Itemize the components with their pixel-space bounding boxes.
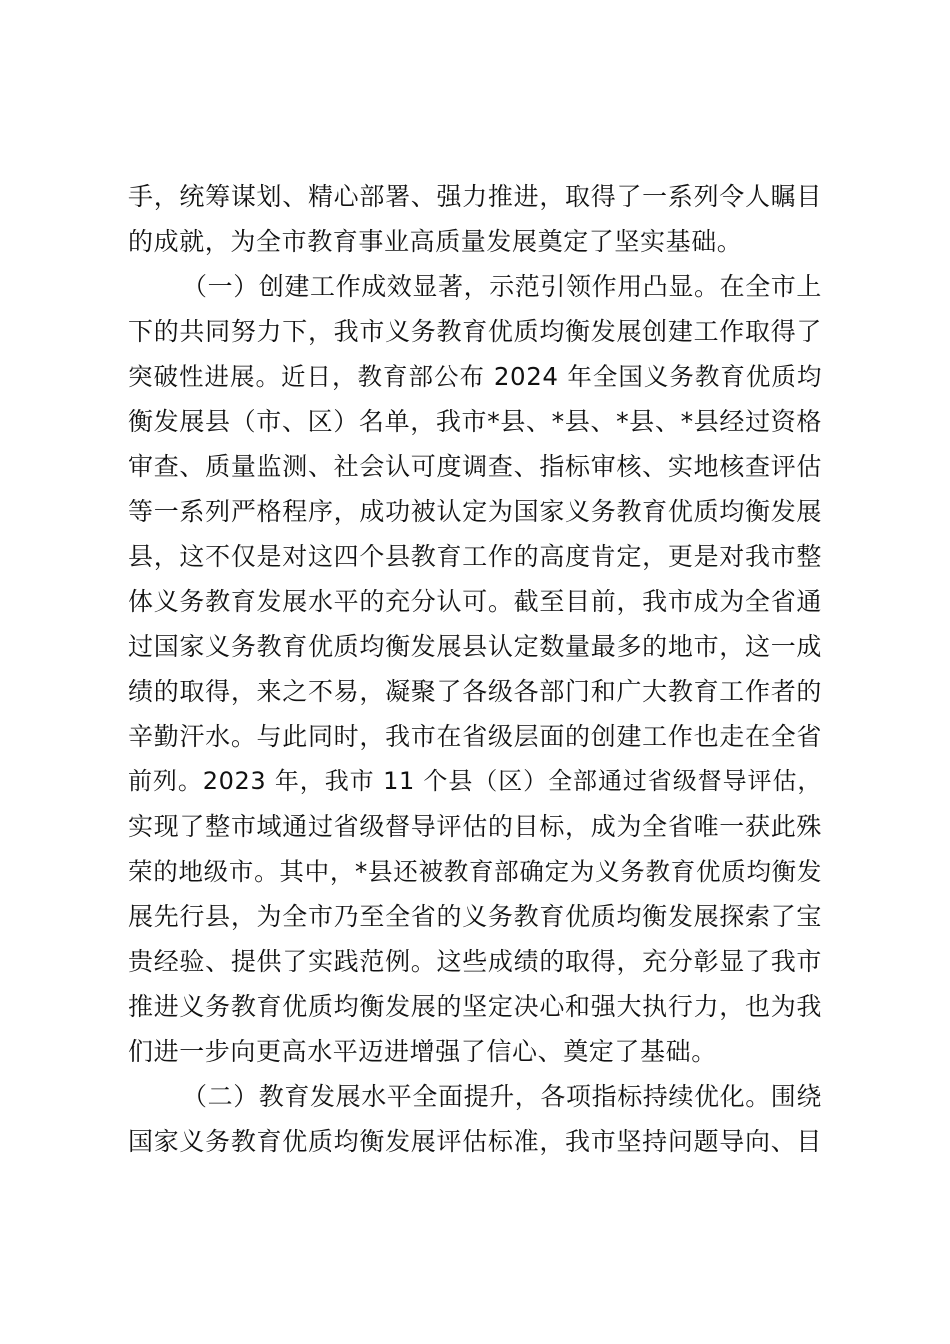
text-line: 衡发展县（市、区）名单，我市*县、*县、*县、*县经过资格 <box>128 407 822 436</box>
text-line: 贵经验、提供了实践范例。这些成绩的取得，充分彰显了我市 <box>128 947 822 976</box>
text-line: 审查、质量监测、社会认可度调查、指标审核、实地核查评估 <box>128 452 822 481</box>
paragraph-3 <box>128 1074 822 1164</box>
text-line: 下的共同努力下，我市义务教育优质均衡发展创建工作取得了 <box>128 317 822 346</box>
text-line: 绩的取得，来之不易，凝聚了各级各部门和广大教育工作者的 <box>128 677 822 706</box>
document-page <box>128 174 822 1164</box>
text-line: 突破性进展。近日，教育部公布 2024 年全国义务教育优质均 <box>128 362 822 391</box>
text-line: （一）创建工作成效显著，示范引领作用凸显。在全市上 <box>182 272 823 301</box>
text-line: 们进一步向更高水平迈进增强了信心、奠定了基础。 <box>128 1037 717 1066</box>
text-line: 荣的地级市。其中，*县还被教育部确定为义务教育优质均衡发 <box>128 857 822 886</box>
text-line: 县，这不仅是对这四个县教育工作的高度肯定，更是对我市整 <box>128 542 822 571</box>
paragraph-2 <box>128 264 822 1074</box>
text-line: 等一系列严格程序，成功被认定为国家义务教育优质均衡发展 <box>128 497 822 526</box>
text-line: 体义务教育发展水平的充分认可。截至目前，我市成为全省通 <box>128 587 822 616</box>
text-line: 手，统筹谋划、精心部署、强力推进，取得了一系列令人瞩目 <box>128 182 822 211</box>
text-line: 展先行县，为全市乃至全省的义务教育优质均衡发展探索了宝 <box>128 902 822 931</box>
text-line: 前列。2023 年，我市 11 个县（区）全部通过省级督导评估， <box>128 767 822 795</box>
text-line: （二）教育发展水平全面提升，各项指标持续优化。围绕 <box>182 1082 823 1111</box>
text-line: 推进义务教育优质均衡发展的坚定决心和强大执行力，也为我 <box>128 992 822 1021</box>
text-line: 国家义务教育优质均衡发展评估标准，我市坚持问题导向、目 <box>128 1127 822 1156</box>
text-line: 辛勤汗水。与此同时，我市在省级层面的创建工作也走在全省 <box>128 722 822 751</box>
paragraph-1 <box>128 174 822 264</box>
text-line: 的成就，为全市教育事业高质量发展奠定了坚实基础。 <box>128 227 743 256</box>
text-line: 实现了整市域通过省级督导评估的目标，成为全省唯一获此殊 <box>128 812 822 841</box>
text-line: 过国家义务教育优质均衡发展县认定数量最多的地市，这一成 <box>128 632 822 661</box>
